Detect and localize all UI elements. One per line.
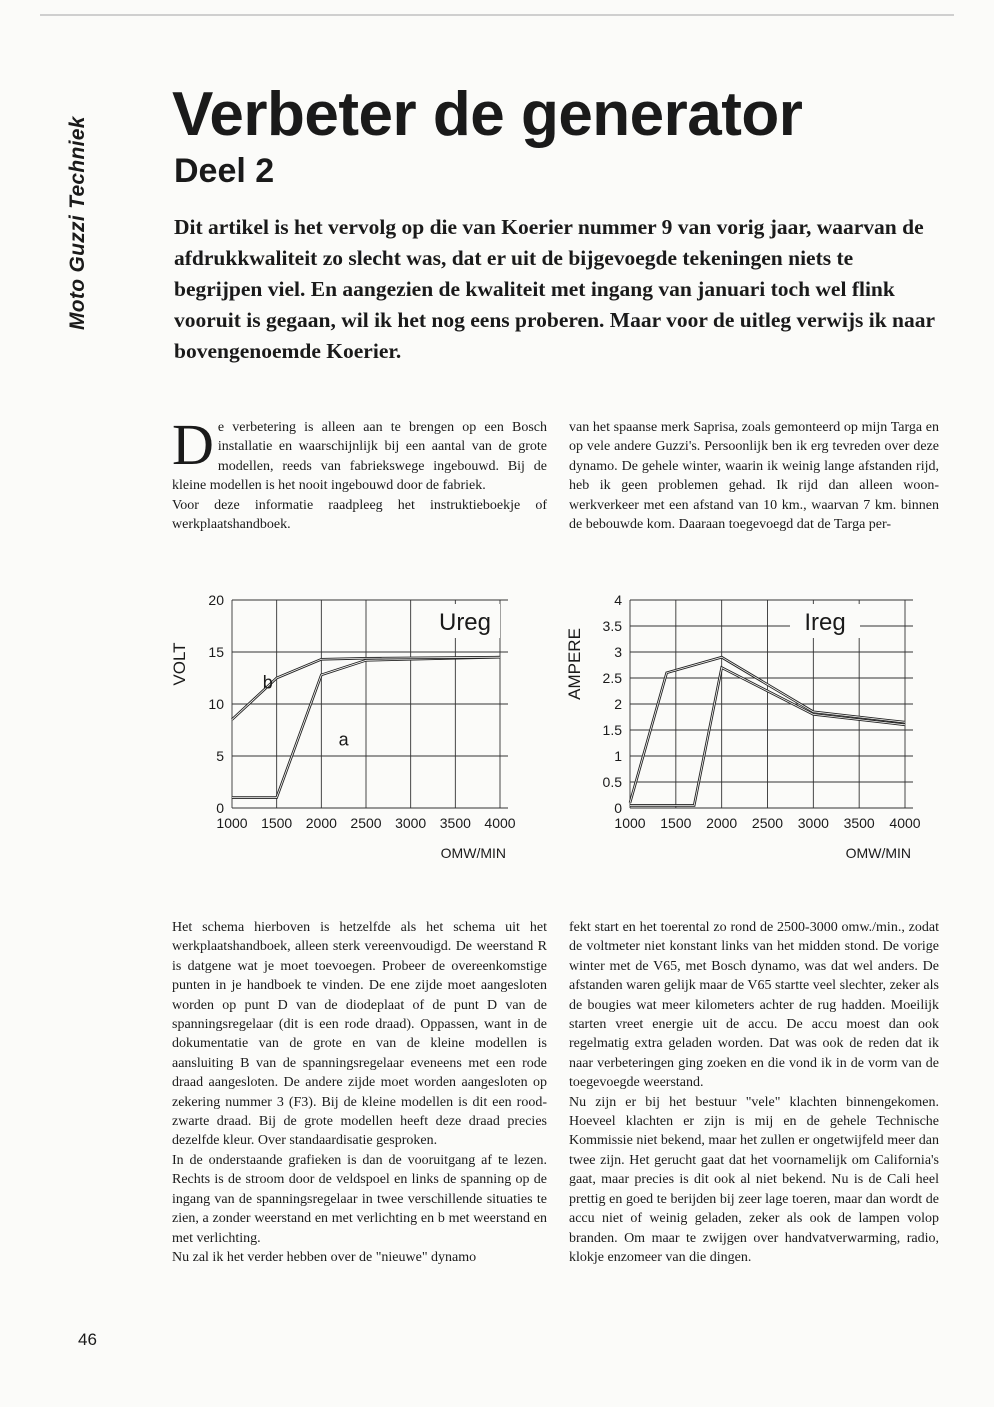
drop-cap: D	[172, 412, 214, 477]
chart-title: Ireg	[804, 609, 846, 636]
page-number: 46	[78, 1330, 97, 1349]
y-tick-label: 0.5	[602, 774, 622, 790]
y-tick-label: 10	[208, 696, 224, 712]
series-label-a: a	[338, 729, 349, 750]
paragraph: van het spaanse merk Saprisa, zoals gemonteerd op mijn Targa en op vele andere Guzzi's. Persoonlijk ben ik erg tevreden over deze dynamo. De gehele winter, waarin ik weinig lange afstanden rijd, heb ik geen problemen gehad. Ik rijd dan alleen woon-werkverkeer met een afstand van 10 km., waarvan 7 km. binnen de bebouwde kom. Daaraan toegevoegd dat de Targa per-	[569, 420, 939, 533]
paragraph: Voor deze informatie raadpleeg het instruktieboekje of werkplaatshandboek.	[172, 497, 547, 533]
x-tick-label: 3500	[843, 815, 875, 831]
x-tick-label: 4000	[889, 815, 921, 831]
x-tick-label: 1000	[216, 815, 248, 831]
paragraph: Nu zal ik het verder hebben over de "nieuwe" dynamo	[172, 1249, 477, 1265]
paragraph: e verbetering is alleen aan te brengen op een Bosch installatie en waarschijnlijk bij een aantal van de grote modellen, reeds van fabriekswege ingebouwd. Bij de kleine modellen is het nooit ingebouwd door de fabriek.	[172, 420, 547, 494]
x-tick-label: 2000	[305, 815, 337, 831]
y-tick-label: 20	[208, 592, 224, 608]
x-tick-label: 4000	[484, 815, 516, 831]
x-tick-label: 2500	[350, 815, 382, 831]
series-label-b: b	[262, 672, 273, 693]
voltage-chart	[160, 580, 540, 870]
x-tick-label: 3000	[395, 815, 427, 831]
paragraph: In de onderstaande grafieken is dan de vooruitgang af te lezen. Rechts is de stroom door de veldspoel en links de spanning op de ingang van de spanningsregelaar in twee verschillende situaties te zien, a zonder weerstand en met verlichting en b met weerstand en met verlichting.	[172, 1152, 547, 1246]
x-tick-label: 2500	[751, 815, 784, 831]
x-axis-label: OMW/MIN	[440, 845, 506, 861]
section-label-text: Moto Guzzi Techniek	[66, 116, 89, 330]
y-axis-label: VOLT	[170, 642, 189, 686]
paragraph: fekt start en het toerental zo rond de 2500-3000 omw./min., zodat de voltmeter niet konstant links van het midden stond. De vorige winter met de V65, met Bosch dynamo, was dat wel anders. De afstanden waren gelijk maar de V65 startte veel slechter, zeker als de bougies wat meer kilometers achter de rug hadden. Moeilijk starten vreet energie uit de accu. De accu moest dan ook regelmatig extra geladen worden. Dat was ook de reden dat ik naar verbeteringen ging zoeken en die vond ik in de vorm van de toegevoegde weerstand.	[569, 920, 939, 1091]
y-tick-label: 15	[208, 644, 224, 660]
y-axis-label: AMPERE	[565, 628, 584, 700]
current-chart	[555, 580, 945, 870]
y-tick-label: 3	[614, 644, 622, 660]
y-tick-label: 5	[216, 748, 224, 764]
intro-paragraph: Dit artikel is het vervolg op die van Koerier nummer 9 van vorig jaar, waarvan de afdrukkwaliteit zo slecht was, dat er uit de bijgevoegde tekeningen niets te begrijpen viel. En aangezien de kwaliteit met ingang van januari toch wel flink vooruit is gegaan, wil ik het nog eens proberen. Maar voor de uitleg verwijs ik naar bovengenoemde Koerier.	[174, 215, 935, 363]
column-2	[569, 418, 939, 534]
x-tick-label: 3000	[797, 815, 829, 831]
section-label	[58, 80, 98, 340]
y-tick-label: 1.5	[602, 722, 622, 738]
x-tick-label: 1500	[261, 815, 293, 831]
article-subtitle: Deel 2	[174, 152, 275, 190]
paragraph: Nu zijn er bij het bestuur "vele" klachten binnengekomen. Hoeveel klachten er zijn is mij en de gehele Technische Kommissie niet bekend, maar het zullen er ongetwijfeld meer dan twee zijn. Het gerucht gaat dat het voornamelijk om California's gaat, maar precies is dit ook al niet bekend. Nu is de Cali heel prettig en goed te berijden bij zeer lage toeren, maar dan wordt de accu niet of weinig geladen, zeker als ook de lampen volop branden. Om maar te zwijgen over handvatverwarming, radio, klokje enzomeer van die dingen.	[569, 1094, 939, 1265]
column-4	[569, 918, 939, 1267]
chart-title: Ureg	[438, 609, 492, 636]
x-tick-label: 2000	[706, 815, 738, 831]
top-rule	[40, 14, 954, 16]
y-tick-label: 2.5	[602, 670, 622, 686]
y-tick-label: 0	[216, 800, 224, 816]
y-tick-label: 2	[614, 696, 622, 712]
x-tick-label: 3500	[439, 815, 471, 831]
y-tick-label: 1	[614, 748, 622, 764]
x-axis-label: OMW/MIN	[845, 845, 911, 861]
x-tick-label: 1000	[614, 815, 646, 831]
y-tick-label: 4	[614, 592, 622, 608]
paragraph: Het schema hierboven is hetzelfde als het schema uit het werkplaatshandboek, alleen sterk vereenvoudigd. De weerstand R is datgene wat je moet toevoegen. Probeer de overeenkomstige punten in je handboek te vinden. De ene zijde moet aangesloten worden op punt D van de diodeplaat of de punt D van de spanningsregelaar (dit is een rode draad). Oppassen, want in de dokumentatie van de grote en van de kleine modellen is aansluiting B van de spanningsregelaar eveneens met een rode draad aangesloten. De andere zijde moet worden aangesloten op zekering nummer 3 (F3). Bij de kleine modellen is dit een rood-zwarte draad. Bij de grote modellen heeft deze draad precies dezelfde kleur. Over standaardisatie gesproken.	[172, 920, 547, 1149]
column-3	[172, 918, 547, 1267]
y-tick-label: 0	[614, 800, 622, 816]
column-1	[172, 412, 547, 534]
x-tick-label: 1500	[660, 815, 692, 831]
y-tick-label: 3.5	[602, 618, 622, 634]
article-title: Verbeter de generator	[172, 80, 803, 149]
